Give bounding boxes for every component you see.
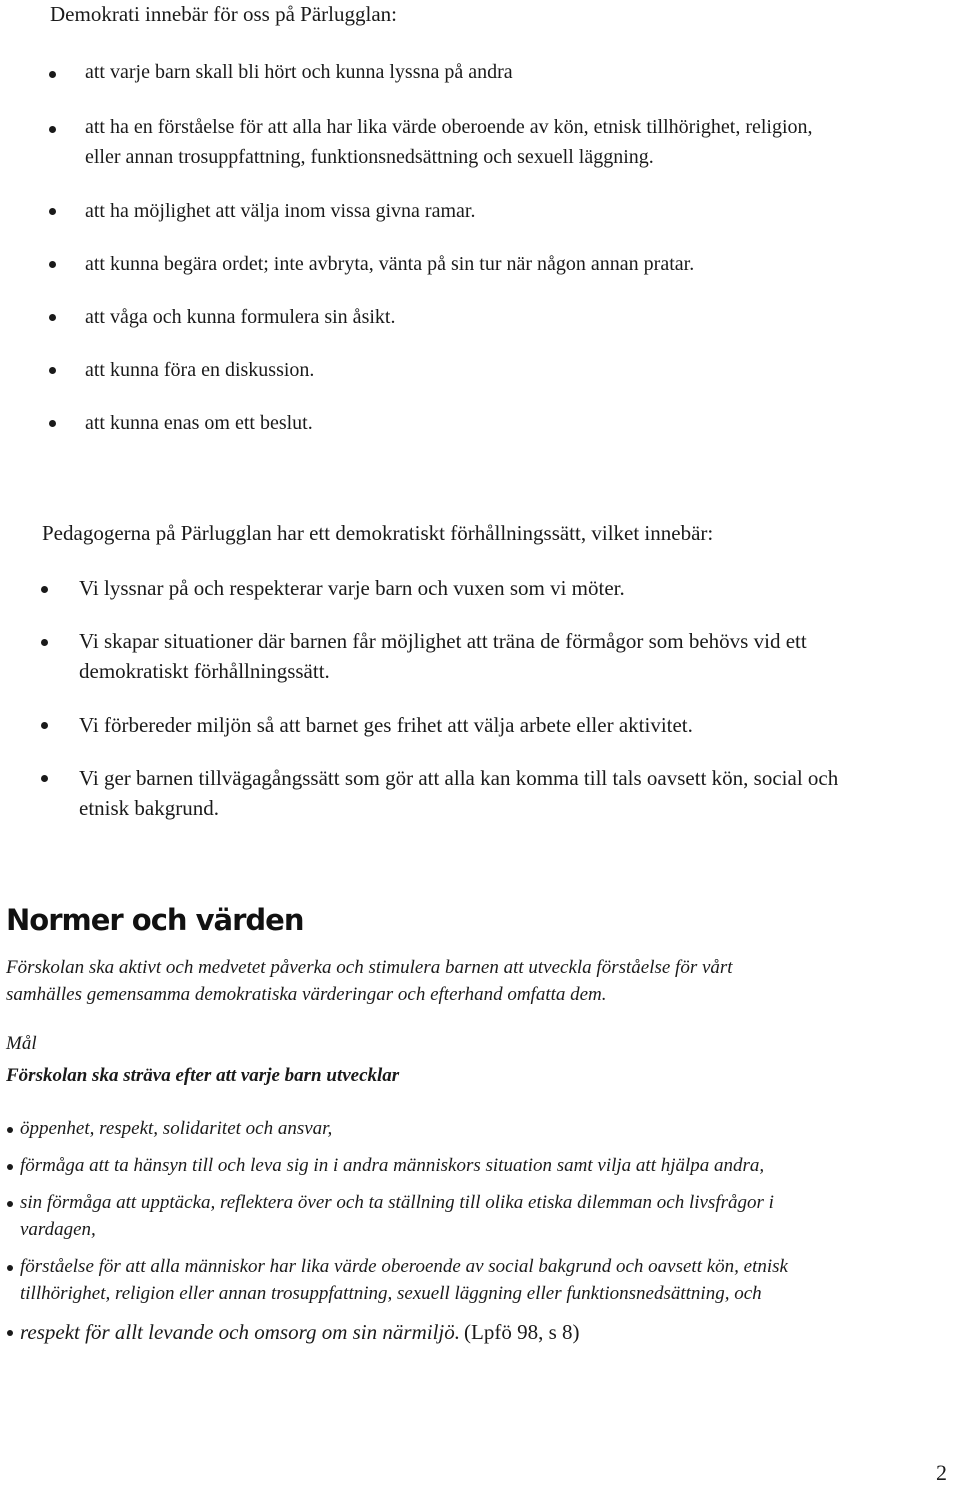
bullet xyxy=(41,586,48,593)
list-item: att varje barn skall bli hört och kunna lyssna på andra xyxy=(85,61,513,83)
list-item: Vi ger barnen tillvägagångssätt som gör att alla kan komma till tals oavsett kön, social och xyxy=(79,766,839,790)
intro-line: Förskolan ska aktivt och medvetet påverka och stimulera barnen att utveckla förståelse för vårt xyxy=(6,957,733,978)
bullet xyxy=(41,639,48,646)
list-item: att ha möjlighet att välja inom vissa givna ramar. xyxy=(85,200,476,222)
bullet xyxy=(7,1127,13,1133)
section-heading: Normer och värden xyxy=(6,903,304,937)
bullet xyxy=(49,126,56,133)
list-item: Vi lyssnar på och respekterar varje barn och vuxen som vi möter. xyxy=(79,576,625,600)
bullet xyxy=(49,208,56,215)
list-item: att kunna begära ordet; inte avbryta, vänta på sin tur när någon annan pratar. xyxy=(85,253,695,275)
list-item: öppenhet, respekt, solidaritet och ansvar, xyxy=(20,1118,333,1139)
section-1-title: Demokrati innebär för oss på Pärlugglan: xyxy=(50,2,397,26)
list-item-continuation: tillhörighet, religion eller annan trosuppfattning, sexuell läggning eller funktionsnedsättning, och xyxy=(20,1283,762,1304)
list-item: Vi skapar situationer där barnen får möjlighet att träna de förmågor som behövs vid ett xyxy=(79,629,807,653)
page-number: 2 xyxy=(936,1460,947,1485)
bullet xyxy=(49,314,56,321)
bullet xyxy=(7,1164,13,1170)
list-item: att ha en förståelse för att alla har lika värde oberoende av kön, etnisk tillhörighet, religion, xyxy=(85,116,813,138)
bullet xyxy=(41,722,48,729)
goal-title: Förskolan ska sträva efter att varje barn utvecklar xyxy=(6,1065,400,1086)
list-item: att kunna enas om ett beslut. xyxy=(85,412,313,434)
section-2-title: Pedagogerna på Pärlugglan har ett demokratiskt förhållningssätt, vilket innebär: xyxy=(42,521,714,545)
bullet xyxy=(49,261,56,268)
bullet xyxy=(7,1330,13,1336)
intro-line: samhälles gemensamma demokratiska värderingar och efterhand omfatta dem. xyxy=(6,984,607,1005)
list-item xyxy=(20,1320,579,1345)
list-item: förståelse för att alla människor har lika värde oberoende av social bakgrund och oavsett kön, etnisk xyxy=(20,1256,788,1277)
list-item: att kunna föra en diskussion. xyxy=(85,359,315,381)
bullet xyxy=(7,1201,13,1207)
list-item-continuation: vardagen, xyxy=(20,1219,96,1240)
list-item-continuation: eller annan trosuppfattning, funktionsnedsättning och sexuell läggning. xyxy=(85,146,654,168)
list-item: sin förmåga att upptäcka, reflektera över och ta ställning till olika etiska dilemman och livsfrågor i xyxy=(20,1192,774,1213)
citation: (Lpfö 98, s 8) xyxy=(464,1320,580,1344)
bullet xyxy=(49,71,56,78)
bullet xyxy=(49,420,56,427)
list-item-text: respekt för allt levande och omsorg om sin närmiljö. xyxy=(20,1320,460,1344)
list-item: Vi förbereder miljön så att barnet ges frihet att välja arbete eller aktivitet. xyxy=(79,713,693,737)
list-item-continuation: etnisk bakgrund. xyxy=(79,796,219,820)
list-item-continuation: demokratiskt förhållningssätt. xyxy=(79,659,330,683)
bullet xyxy=(49,367,56,374)
list-item: att våga och kunna formulera sin åsikt. xyxy=(85,306,396,328)
bullet xyxy=(7,1265,13,1271)
bullet xyxy=(41,775,48,782)
goal-label: Mål xyxy=(6,1033,37,1054)
list-item: förmåga att ta hänsyn till och leva sig in i andra människors situation samt vilja att hjälpa andra, xyxy=(20,1155,765,1176)
